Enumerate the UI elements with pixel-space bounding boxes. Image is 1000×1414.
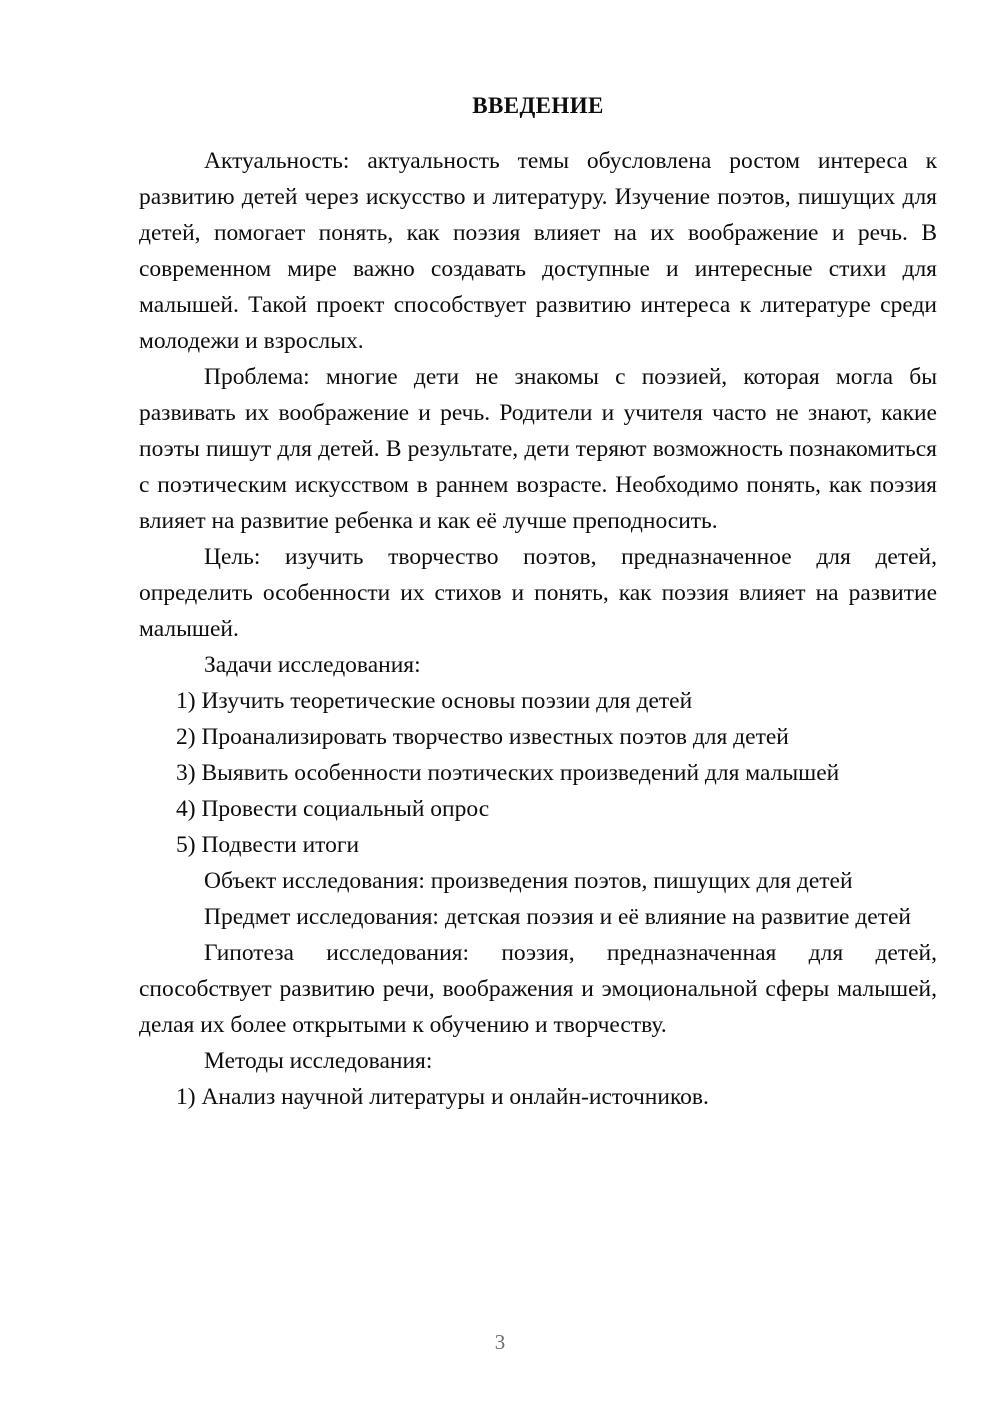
paragraph-hypothesis: Гипотеза исследования: поэзия, предназначенная для детей, способствует развитию речи, воображения и эмоциональной сферы малышей, делая их более открытыми к обучению и творчеству. <box>139 940 937 1038</box>
list-item-task-1: 1) Изучить теоретические основы поэзии для детей <box>176 688 693 714</box>
paragraph-relevance: Актуальность: актуальность темы обусловлена ростом интереса к развитию детей через искусство и литературу. Изучение поэтов, пишущих для детей, помогает понять, как поэзия влияет на их воображение и речь. В современном мире важно создавать доступные и интересные стихи для малышей. Такой проект способствует развитию интереса к литературе среди молодежи и взрослых. <box>139 148 937 354</box>
list-item-task-2: 2) Проанализировать творчество известных поэтов для детей <box>176 724 789 750</box>
list-item-task-4: 4) Провести социальный опрос <box>176 796 490 822</box>
paragraph-goal: Цель: изучить творчество поэтов, предназначенное для детей, определить особенности их стихов и понять, как поэзия влияет на развитие малышей. <box>139 544 937 642</box>
paragraph-object: Объект исследования: произведения поэтов, пишущих для детей <box>204 868 853 894</box>
list-item-task-5: 5) Подвести итоги <box>176 832 360 858</box>
document-text-blocks <box>139 143 937 1115</box>
paragraph-subject: Предмет исследования: детская поэзия и её влияние на развитие детей <box>204 904 911 930</box>
list-item-method-1: 1) Анализ научной литературы и онлайн-источников. <box>176 1084 709 1110</box>
paragraph-tasks-heading: Задачи исследования: <box>204 652 421 678</box>
document-body <box>139 88 937 1115</box>
paragraph-problem: Проблема: многие дети не знакомы с поэзией, которая могла бы развивать их воображение и речь. Родители и учителя часто не знают, какие поэты пишут для детей. В результате, дети теряют возможность познакомиться с поэтическим искусством в раннем возрасте. Необходимо понять, как поэзия влияет на развитие ребенка и как её лучше преподносить. <box>139 364 937 534</box>
page-title: ВВЕДЕНИЕ <box>472 93 604 118</box>
paragraph-methods-heading: Методы исследования: <box>204 1048 433 1074</box>
page-number: 3 <box>494 1330 506 1354</box>
list-item-task-3: 3) Выявить особенности поэтических произведений для малышей <box>176 760 840 786</box>
